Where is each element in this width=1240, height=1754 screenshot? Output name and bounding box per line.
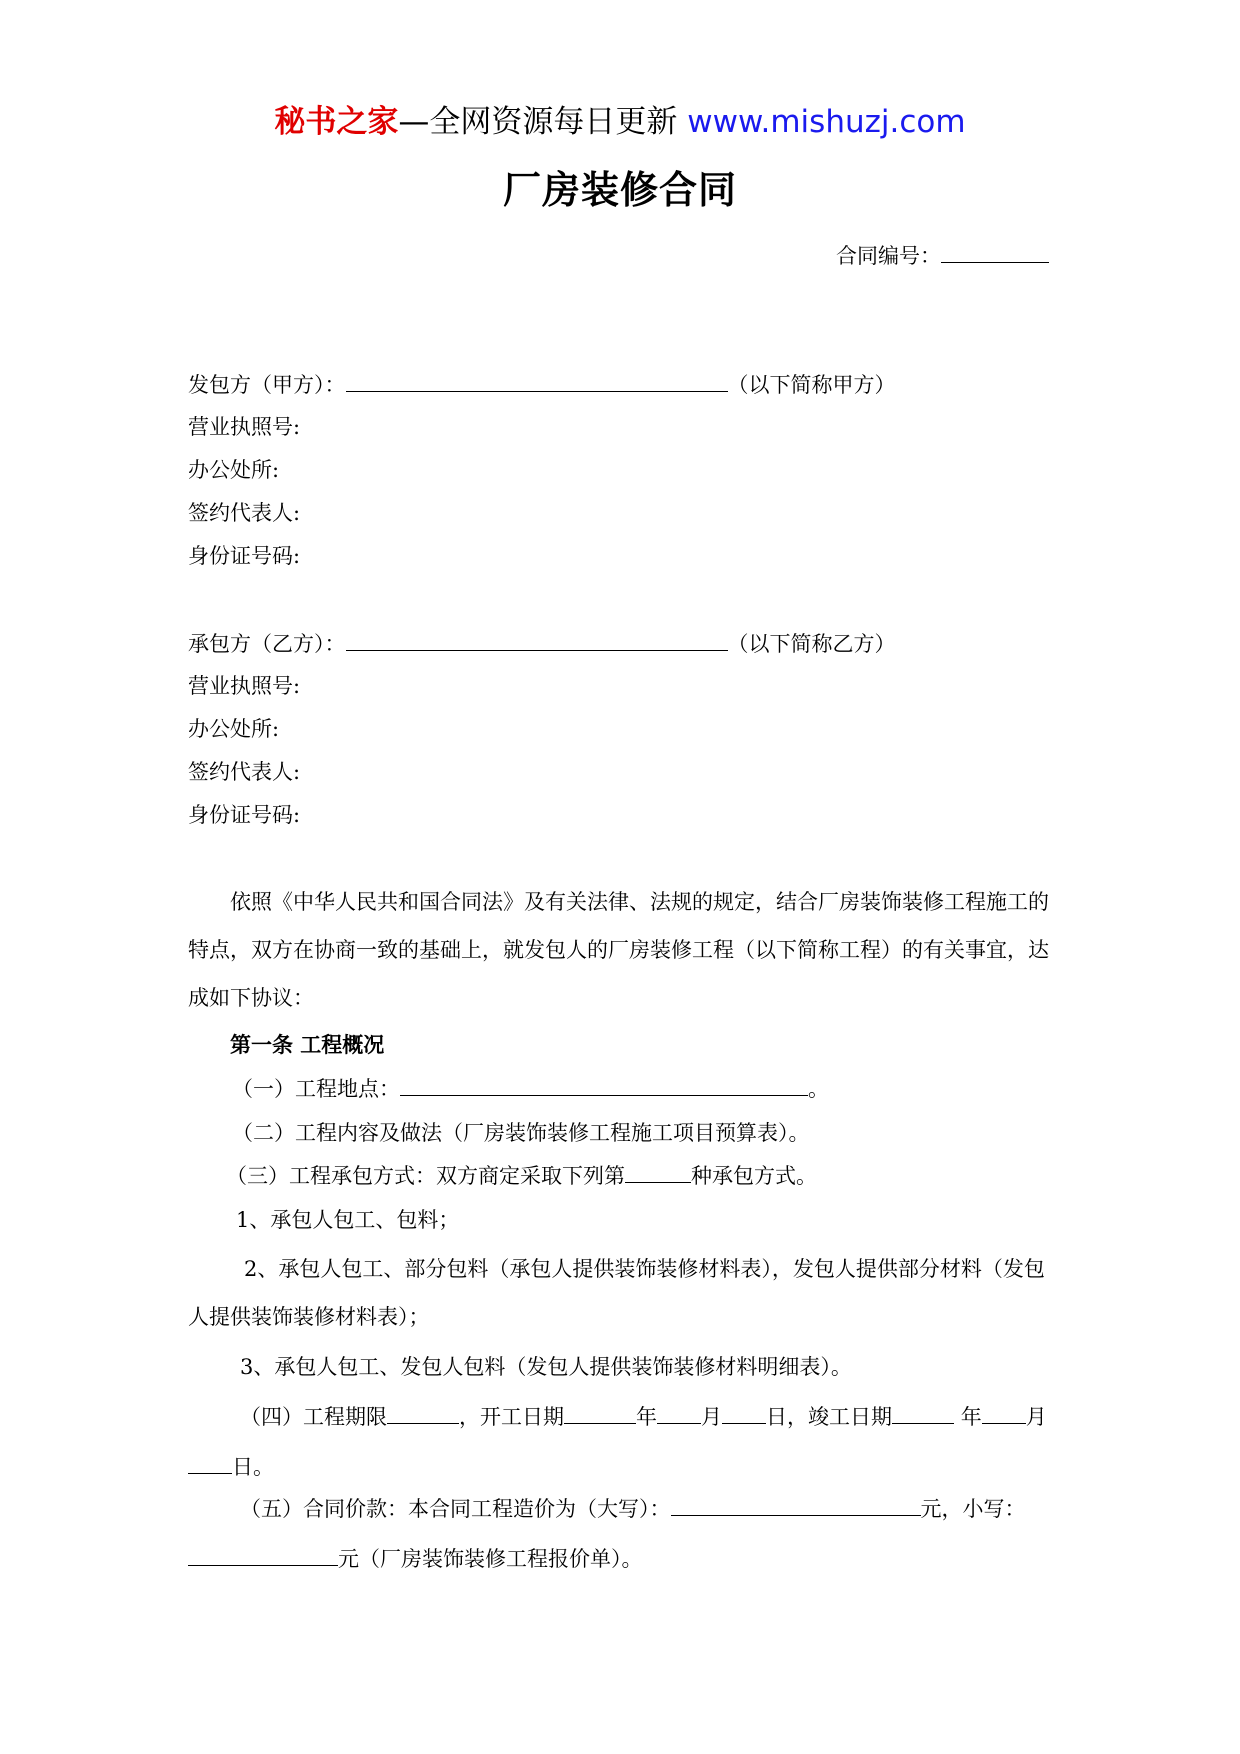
start-day-blank: [722, 1401, 766, 1424]
end-date-label: ，竣工日期: [787, 1405, 892, 1429]
party-b-office: 办公处所:: [188, 717, 280, 741]
end-month-blank-a: [982, 1401, 1026, 1424]
article1-item3: [226, 1160, 817, 1191]
party-b-label: 承包方（乙方）：: [188, 632, 346, 656]
item5-mid: 元，小写：: [920, 1497, 1026, 1521]
item3-suffix: 种承包方式。: [691, 1164, 817, 1188]
item3-label: （三）工程承包方式：双方商定采取下列第: [226, 1164, 625, 1188]
party-a-license: 营业执照号:: [188, 415, 301, 439]
article1-item4: [188, 1392, 1054, 1492]
party-b-id-number: 身份证号码:: [188, 803, 301, 827]
item4-period: 。: [253, 1455, 274, 1479]
start-year-label: 年: [636, 1405, 657, 1429]
end-year-label: 年: [960, 1405, 982, 1429]
option-2: 2、承包人包工、部分包料（承包人提供装饰装修材料表），发包人提供部分材料（发包人提供装饰装修材料表）；: [188, 1257, 1045, 1329]
document-title: 厂房装修合同: [502, 167, 737, 212]
end-month-label: 月: [1025, 1405, 1047, 1429]
party-a-id-number: 身份证号码:: [188, 544, 301, 568]
work-site-blank: [400, 1073, 808, 1096]
item5-suffix: 元（厂房装饰装修工程报价单）。: [338, 1547, 643, 1571]
contract-mode-blank: [625, 1160, 691, 1183]
party-b-line: [188, 628, 896, 659]
price-words-blank: [671, 1493, 921, 1516]
party-a-representative: 签约代表人:: [188, 501, 301, 525]
item1-suffix: 。: [808, 1077, 829, 1101]
party-b-license: 营业执照号:: [188, 674, 301, 698]
start-year-blank: [564, 1401, 636, 1424]
item4-label: （四）工程期限: [240, 1405, 387, 1429]
article1-heading: 第一条 工程概况: [230, 1032, 385, 1057]
party-a-suffix: （以下简称甲方）: [727, 373, 896, 397]
start-month-label: 月: [701, 1405, 722, 1429]
option-3: 3、承包人包工、发包人包料（发包人提供装饰装修材料明细表）。: [240, 1355, 852, 1379]
start-date-label: ，开工日期: [459, 1405, 564, 1429]
party-a-line: [188, 369, 896, 400]
party-a-label: 发包方（甲方）：: [188, 373, 346, 397]
party-b-blank: [346, 628, 728, 651]
end-year-blank: [892, 1401, 954, 1424]
contract-number: [836, 240, 1049, 271]
option-1: 1、承包人包工、包料；: [236, 1208, 460, 1232]
site-banner: [0, 100, 1240, 144]
party-a-office: 办公处所:: [188, 458, 280, 482]
banner-brand: 秘书之家: [274, 104, 399, 140]
contract-number-blank: [941, 240, 1049, 263]
party-a-blank: [346, 369, 728, 392]
contract-number-label: 合同编号：: [836, 244, 941, 268]
start-day-label: 日: [766, 1405, 787, 1429]
end-day-blank: [188, 1451, 232, 1474]
article1-item5: [188, 1484, 1054, 1584]
party-b-representative: 签约代表人:: [188, 760, 301, 784]
article1-item1: [232, 1073, 829, 1104]
start-month-blank: [657, 1401, 701, 1424]
article1-item2: （二）工程内容及做法（厂房装饰装修工程施工项目预算表）。: [232, 1121, 810, 1145]
banner-url[interactable]: www.mishuzj.com: [687, 104, 966, 140]
preamble-paragraph: 依照《中华人民共和国合同法》及有关法律、法规的规定，结合厂房装饰装修工程施工的特点，双方在协商一致的基础上，就发包人的厂房装修工程（以下简称工程）的有关事宜，达成如下协议：: [188, 890, 1049, 1010]
item1-label: （一）工程地点：: [232, 1077, 400, 1101]
duration-blank: [387, 1401, 459, 1424]
banner-tagline: —全网资源每日更新: [398, 104, 678, 140]
party-b-suffix: （以下简称乙方）: [727, 632, 896, 656]
end-day-label: 日: [232, 1455, 253, 1479]
item5-label: （五）合同价款：本合同工程造价为（大写）：: [240, 1497, 671, 1521]
price-figures-blank: [188, 1543, 338, 1566]
